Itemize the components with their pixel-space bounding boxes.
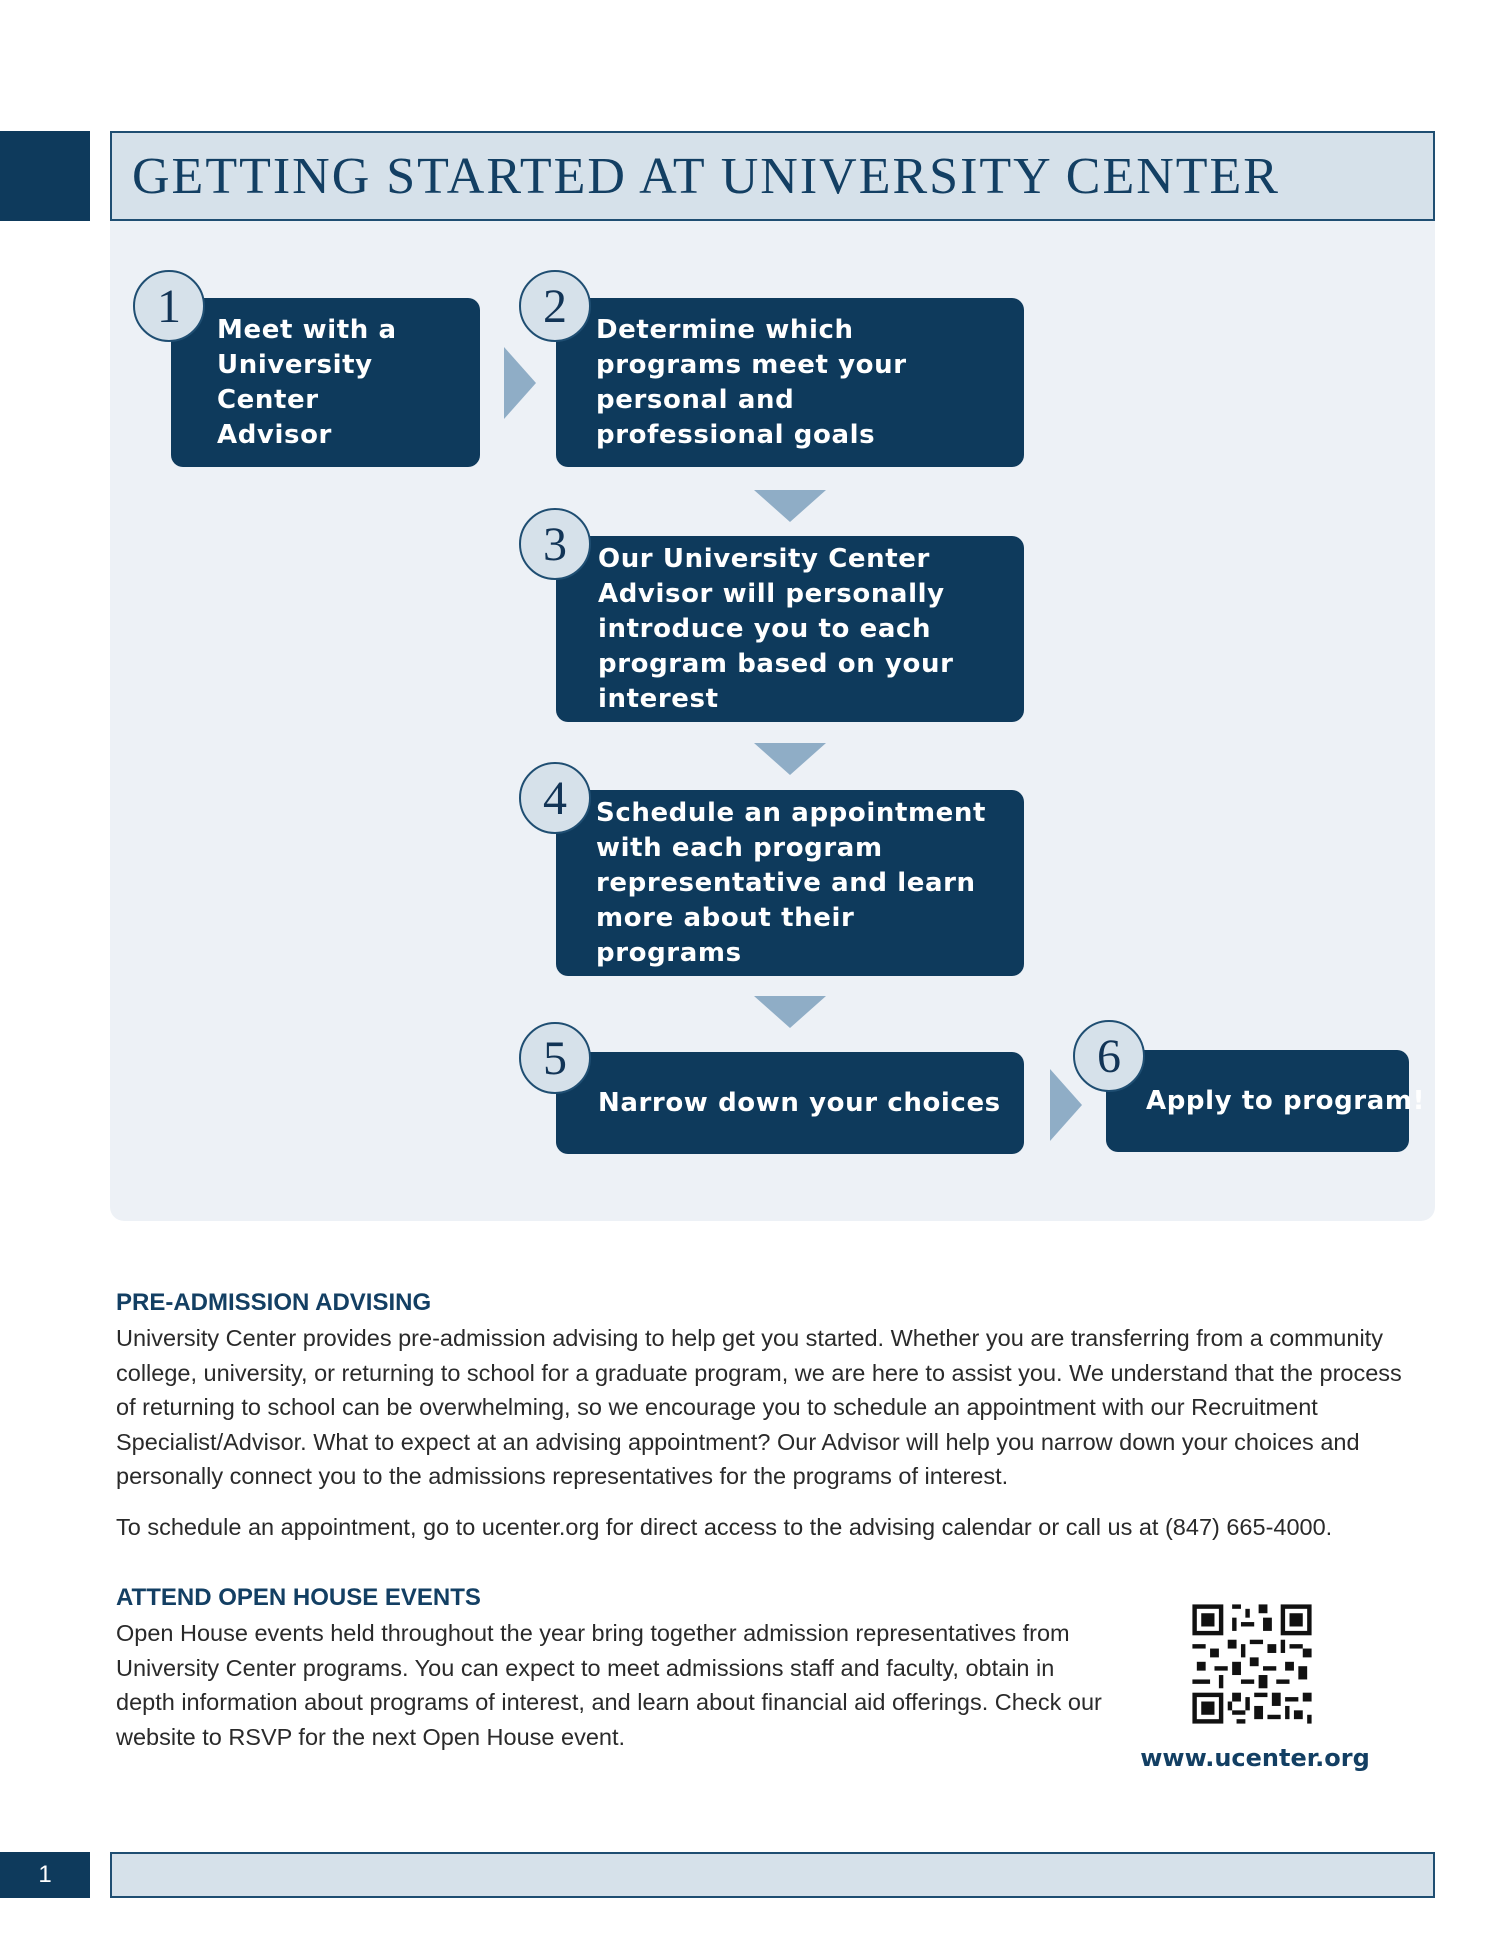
page-title: GETTING STARTED AT UNIVERSITY CENTER: [132, 147, 1280, 205]
header-side-tab: [0, 131, 90, 221]
arrow-down-icon: [754, 490, 826, 522]
step-4-text: Schedule an appointment with each program representative and learn more about their programs: [596, 797, 987, 968]
step-1-box: [171, 298, 480, 467]
step-1-number: 1: [133, 270, 205, 342]
qr-code-icon[interactable]: [1188, 1600, 1316, 1728]
step-2-number: 2: [519, 270, 591, 342]
open-house-paragraph: Open House events held throughout the year bring together admission representatives from University Center programs. You can expect to meet admissions staff and faculty, obtain in depth information about programs of interest, and learn about financial aid offerings. Check our website to RSVP for the next Open House event.: [116, 1620, 1102, 1750]
website-url[interactable]: www.ucenter.org: [1140, 1744, 1370, 1772]
step-6-box: [1106, 1050, 1426, 1152]
pre-admission-paragraph: University Center provides pre-admission advising to help get you started. Whether you are transferring from a community college, university, or returning to school for a graduate program, we are here to assist you. We understand that the process of returning to school can be overwhelming, so we encourage you to schedule an appointment with our Recruitment Specialist/Advisor. What to expect at an advising appointment? Our Advisor will help you narrow down your choices and personally connect you to the admissions representatives for the programs of interest.: [116, 1325, 1402, 1489]
pre-admission-section: [116, 1289, 1416, 1544]
arrow-right-icon: [1050, 1069, 1082, 1141]
appointment-paragraph: To schedule an appointment, go to ucenter.org for direct access to the advising calendar or call us at (847) 665-4000.: [116, 1513, 1333, 1540]
title-bar: [110, 131, 1435, 221]
step-6-text: Apply to program!: [1146, 1085, 1426, 1116]
step-2-text: Determine which programs meet your personal and professional goals: [596, 314, 907, 450]
open-house-heading: ATTEND OPEN HOUSE EVENTS: [116, 1584, 481, 1611]
page-number: 1: [0, 1852, 90, 1898]
step-5-number: 5: [519, 1022, 591, 1094]
footer-bar: [110, 1852, 1435, 1898]
step-3-box: [556, 536, 1024, 722]
step-3-text: Our University Center Advisor will personally introduce you to each program based on your interest: [598, 543, 954, 714]
step-1-text: Meet with a University Center Advisor: [217, 314, 397, 450]
arrow-down-icon: [754, 996, 826, 1028]
step-4-number: 4: [519, 762, 591, 834]
step-4-box: [556, 790, 1024, 976]
step-6-number: 6: [1073, 1020, 1145, 1092]
step-2-box: [556, 298, 1024, 467]
step-5-text: Narrow down your choices: [598, 1087, 1001, 1118]
step-3-number: 3: [519, 508, 591, 580]
open-house-section: [116, 1584, 1116, 1754]
step-5-box: [556, 1052, 1024, 1154]
pre-admission-heading: PRE-ADMISSION ADVISING: [116, 1289, 432, 1316]
arrow-right-icon: [504, 347, 536, 419]
arrow-down-icon: [754, 743, 826, 775]
